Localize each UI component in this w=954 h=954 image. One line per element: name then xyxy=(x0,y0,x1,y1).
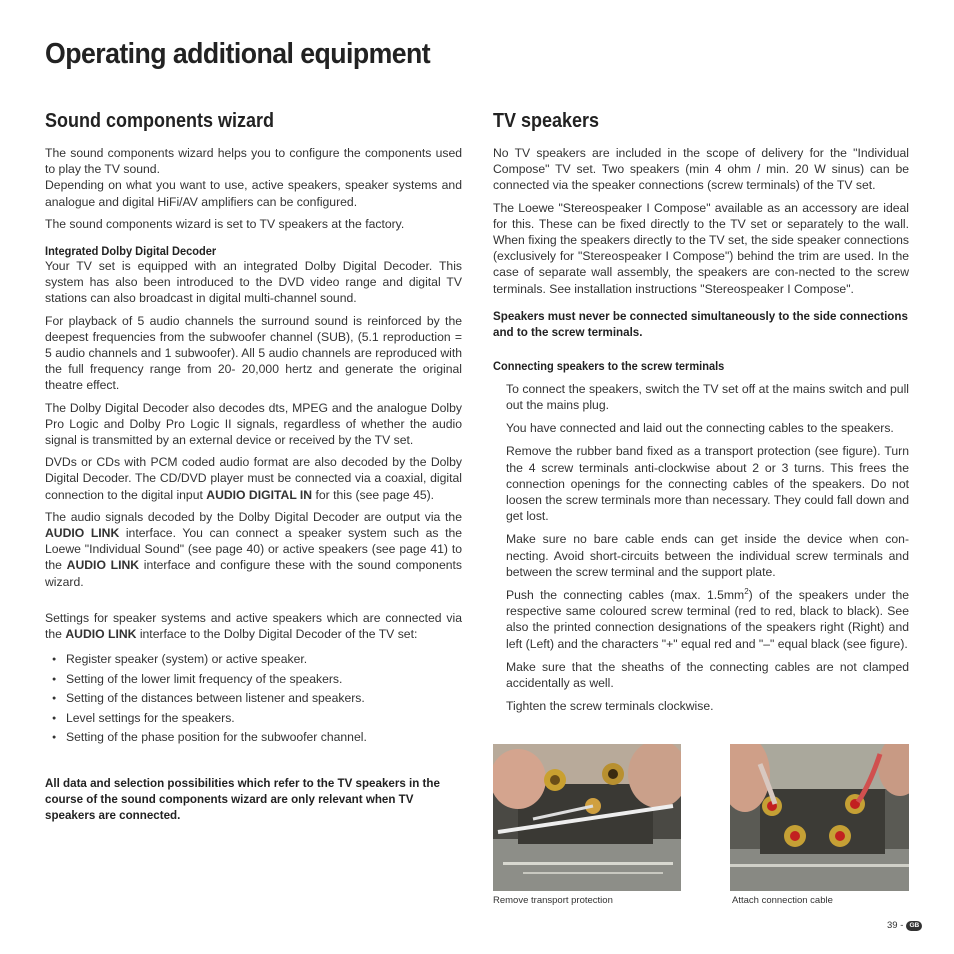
list-item: ● Level settings for the speakers. xyxy=(45,709,462,729)
step-2: You have connected and laid out the connecting cables to the speakers. xyxy=(506,421,894,436)
list-item: ● Register speaker (system) or active speaker. xyxy=(45,650,462,670)
attach-cable-photo xyxy=(730,744,909,891)
dolby-paragraph-1: Your TV set is equipped with an integrated Dolby Digital Decoder. This system has also been introduced to the DVD video range and digital TV stations can also broadcast in digital multi-channel sound. xyxy=(45,259,462,306)
page-title: Operating additional equipment xyxy=(45,38,431,70)
speaker-warning: Speakers must never be connected simultaneously to the side connections and to the screw terminals. xyxy=(493,309,908,339)
tv-speakers-paragraph-2: The Loewe "Stereospeaker I Compose" available as an accessory are ideal for this. These can be fixed directly to the TV set or separately to the wall. When fixing the speakers directly to the TV set, the side speaker connections (exclusively for "Stereospeaker I Compose") behind the trim are used. In the case of separate wall assembly, the speakers are con-nected to the screw terminals. See installation instructions "Stereospeaker I Compose". xyxy=(493,200,909,296)
link-text-c: interface and configure these with the sound components wizard. xyxy=(45,558,462,589)
photo-caption-1: Remove transport protection xyxy=(493,895,613,906)
list-item: ● Setting of the lower limit frequency of the speakers. xyxy=(45,670,462,690)
page-number-text: 39 - xyxy=(887,920,904,931)
list-item: ● Setting of the phase position for the subwoofer channel. xyxy=(45,728,462,748)
screw-terminals-heading: Connecting speakers to the screw terminals xyxy=(493,358,725,373)
step-5-text-a: Push the connecting cables (max. 1.5mm xyxy=(506,588,745,603)
pcm-paragraph xyxy=(45,454,462,503)
step-7: Tighten the screw terminals clockwise. xyxy=(506,699,714,714)
pcm-text-b: for this (see page 45). xyxy=(312,487,435,502)
list-item: ● Setting of the distances between listener and speakers. xyxy=(45,689,462,709)
pcm-text-a: DVDs or CDs with PCM coded audio format are also decoded by the Dolby Digital Decoder. The CD/DVD player must be connected via a coaxial, digital connection to the digital input xyxy=(45,455,462,502)
intro-paragraph-2: Depending on what you want to use, active speakers, speaker systems and analogue and digital HiFi/AV amplifiers can be configured. xyxy=(45,178,462,209)
audio-link-paragraph xyxy=(45,509,462,590)
tv-speakers-paragraph-1: No TV speakers are included in the scope of delivery for the "Individual Compose" TV set. Two speakers (min 4 ohm / min. 20 W sinus) can be connected via the speaker connections (screw terminals) of the TV set. xyxy=(493,146,909,193)
step-4: Make sure no bare cable ends can get inside the device when con-necting. Avoid short-circuits between the individual screw terminals and between the screw terminal and the support plate. xyxy=(506,532,909,579)
audio-link-label-3: AUDIO LINK xyxy=(65,627,137,642)
settings-text-a: Settings for speaker systems and active speakers which are connected via the xyxy=(45,610,462,642)
link-text-b: interface. You can connect a speaker system such as the Loewe "Individual Sound" (see page 40) or active speakers (see page 41) to the xyxy=(45,526,463,573)
step-5 xyxy=(506,587,909,652)
link-text-a: The audio signals decoded by the Dolby Digital Decoder are output via the xyxy=(45,509,462,524)
dolby-paragraph-3: The Dolby Digital Decoder also decodes dts, MPEG and the analogue Dolby Pro Logic and Dolby Pro Logic II signals, regardless of whether the audio signal is transmitted by an external device or received by the TV set. xyxy=(45,400,462,448)
photo-caption-2: Attach connection cable xyxy=(732,895,833,906)
dolby-paragraph-2: For playback of 5 audio channels the surround sound is reinforced by the deepest frequencies from the subwoofer channel (SUB), (5.1 reproduction = 5 audio channels and 1 subwoofer). All 5 audio channels are reproduced with the full frequency range from 20- 20,000 hertz and generate the original theatre effect. xyxy=(45,313,462,393)
settings-paragraph xyxy=(45,610,462,642)
dolby-decoder-heading: Integrated Dolby Digital Decoder xyxy=(45,244,217,259)
step-3: Remove the rubber band fixed as a transport protection (see figure). Turn the 4 screw terminals anti-clockwise about 2 or 3 turns. This frees the connection openings for the connecting cables of the speakers. Do not loosen the screw terminals more than necessary. They could fall down and get lost. xyxy=(506,444,909,524)
tv-speakers-heading: TV speakers xyxy=(493,110,600,132)
audio-link-label-2: AUDIO LINK xyxy=(66,558,140,573)
step-6: Make sure that the sheaths of the connecting cables are not clamped accidentally as well. xyxy=(506,659,909,691)
tv-speakers-note: All data and selection possibilities which refer to the TV speakers in the course of the sound components wizard are only relevant when TV speakers are connected. xyxy=(45,776,440,822)
step-1: To connect the speakers, switch the TV set off at the mains switch and pull out the mains plug. xyxy=(506,381,909,413)
transport-protection-photo xyxy=(493,744,681,891)
settings-bullet-list xyxy=(45,650,462,748)
audio-link-label-1: AUDIO LINK xyxy=(45,526,120,541)
sound-components-wizard-heading: Sound components wizard xyxy=(45,110,275,132)
intro-paragraph-1: The sound components wizard helps you to configure the components used to play the TV sound. xyxy=(45,146,462,177)
settings-text-b: interface to the Dolby Digital Decoder of the TV set: xyxy=(136,627,418,642)
gb-badge-icon: GB xyxy=(906,921,922,931)
right-column xyxy=(493,110,909,721)
step-5-text-b: ) of the speakers under the respective same coloured screw terminal (red to red, black to black). See also the printed connection designations of the speakers right (Right) and left (Left) and the characters "+" equal red and "–" equal black (see figure). xyxy=(506,588,909,651)
page-number xyxy=(887,920,922,931)
audio-digital-in-label: AUDIO DIGITAL IN xyxy=(206,487,313,502)
connection-steps xyxy=(493,381,909,715)
intro-paragraph-3: The sound components wizard is set to TV speakers at the factory. xyxy=(45,216,405,231)
left-column xyxy=(45,110,462,830)
step-5-superscript: 2 xyxy=(744,587,749,596)
